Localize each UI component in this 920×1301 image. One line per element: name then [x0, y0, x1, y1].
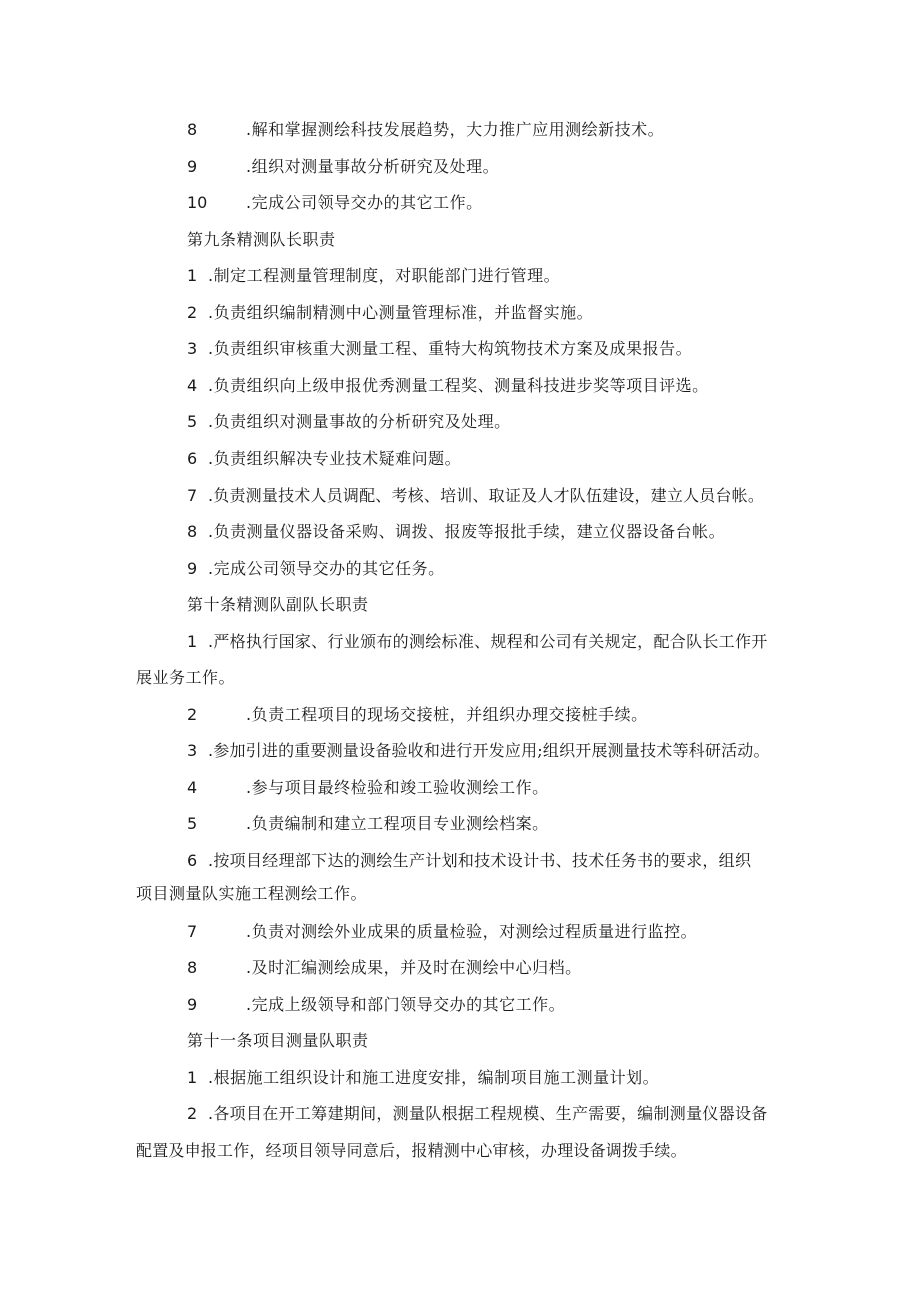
item-text: .制定工程测量管理制度，对职能部门进行管理。 — [208, 266, 561, 285]
item-text-continuation: 展业务工作。 — [136, 668, 236, 687]
section-heading: 第九条精测队长职责 — [187, 230, 336, 249]
item-text: .负责测量仪器设备采购、调拨、报废等报批手续，建立仪器设备台帐。 — [208, 522, 726, 541]
section-heading: 第十一条项目测量队职责 — [187, 1031, 369, 1050]
item-text: .按项目经理部下达的测绘生产计划和技术设计书、技术任务书的要求，组织 — [208, 851, 752, 870]
item-number: 4 — [187, 376, 198, 395]
item-text: .负责组织对测量事故的分析研究及处理。 — [208, 412, 511, 431]
item-text: .参加引进的重要测量设备验收和进行开发应用;组织开展测量技术等科研活动。 — [208, 741, 770, 760]
item-text-continuation: 配置及申报工作，经项目领导同意后，报精测中心审核，办理设备调拨手续。 — [136, 1141, 687, 1160]
item-text: .负责测量技术人员调配、考核、培训、取证及人才队伍建设，建立人员台帐。 — [208, 486, 765, 505]
item-number: 3 — [187, 741, 198, 760]
item-text: .及时汇编测绘成果，并及时在测绘中心归档。 — [246, 958, 582, 977]
item-text: .负责组织向上级申报优秀测量工程奖、测量科技进步奖等项目评选。 — [208, 376, 709, 395]
item-text: .负责工程项目的现场交接桩，并组织办理交接桩手续。 — [246, 705, 648, 724]
item-text: .各项目在开工筹建期间，测量队根据工程规模、生产需要，编制测量仪器设备 — [208, 1104, 768, 1123]
item-number: 7 — [187, 922, 198, 941]
item-text: .负责组织编制精测中心测量管理标准，并监督实施。 — [208, 303, 594, 322]
item-number: 9 — [187, 995, 198, 1014]
item-text: .完成公司领导交办的其它工作。 — [246, 193, 483, 212]
item-number: 9 — [187, 157, 198, 176]
item-number: 10 — [187, 193, 208, 212]
item-number: 8 — [187, 120, 198, 139]
item-number: 3 — [187, 339, 198, 358]
item-text: .完成上级领导和部门领导交办的其它工作。 — [246, 995, 566, 1014]
item-number: 4 — [187, 778, 198, 797]
item-number: 2 — [187, 705, 198, 724]
item-number: 7 — [187, 486, 198, 505]
item-text: .负责组织解决专业技术疑难问题。 — [208, 449, 462, 468]
item-number: 8 — [187, 522, 198, 541]
item-text: .负责编制和建立工程项目专业测绘档案。 — [246, 814, 549, 833]
item-number: 1 — [187, 1068, 198, 1087]
item-number: 1 — [187, 632, 198, 651]
item-text: .负责对测绘外业成果的质量检验，对测绘过程质量进行监控。 — [246, 922, 698, 941]
item-number: 2 — [187, 1104, 198, 1123]
item-number: 6 — [187, 851, 198, 870]
item-text: .负责组织审核重大测量工程、重特大构筑物技术方案及成果报告。 — [208, 339, 693, 358]
item-text: .根据施工组织设计和施工进度安排，编制项目施工测量计划。 — [208, 1068, 660, 1087]
section-heading: 第十条精测队副队长职责 — [187, 595, 369, 614]
item-number: 5 — [187, 412, 198, 431]
item-number: 1 — [187, 266, 198, 285]
item-number: 6 — [187, 449, 198, 468]
item-number: 8 — [187, 958, 198, 977]
item-number: 2 — [187, 303, 198, 322]
item-text: .参与项目最终检验和竣工验收测绘工作。 — [246, 778, 549, 797]
item-text: .解和掌握测绘科技发展趋势，大力推广应用测绘新技术。 — [246, 120, 665, 139]
item-text-continuation: 项目测量队实施工程测绘工作。 — [136, 884, 368, 903]
item-text: .组织对测量事故分析研究及处理。 — [246, 157, 500, 176]
item-text: .完成公司领导交办的其它任务。 — [208, 559, 445, 578]
item-number: 9 — [187, 559, 198, 578]
item-number: 5 — [187, 814, 198, 833]
item-text: .严格执行国家、行业颁布的测绘标准、规程和公司有关规定，配合队长工作开 — [208, 632, 768, 651]
